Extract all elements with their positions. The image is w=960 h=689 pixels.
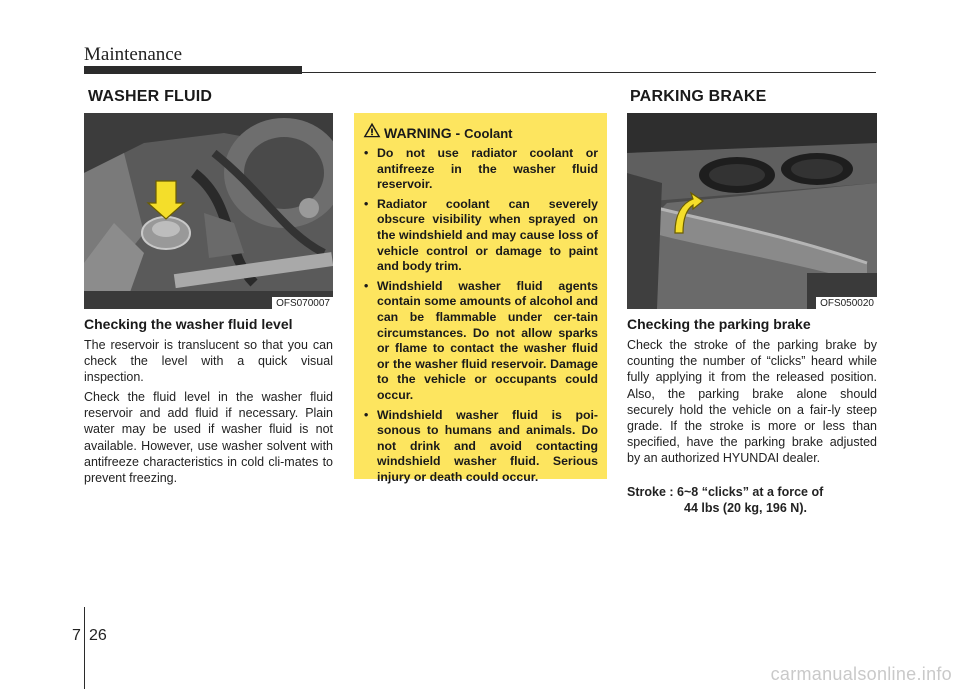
- parking-brake-photo: [627, 113, 877, 309]
- page-number: 26: [89, 627, 107, 644]
- warning-triangle-icon: [363, 122, 381, 143]
- warning-item-text: Windshield washer fluid is poi-sonous to humans and animals. Do not drink and avoid contacting windshield washer fluid. Serious injury or death could occur.: [377, 407, 598, 484]
- bullet: •: [364, 196, 369, 211]
- warning-title-main: WARNING -: [384, 125, 465, 141]
- parking-subheading: Checking the parking brake: [627, 316, 811, 332]
- washer-paragraph-2: Check the fluid level in the washer fluid reservoir and add fluid if necessary. Plain water may be used if washer fluid is not available. However, use washer solvent with antifreeze characteristics in cold cli-mates to prevent freezing.: [84, 390, 333, 486]
- bullet: •: [364, 278, 369, 293]
- warning-item: [364, 146, 598, 193]
- warning-list: [364, 146, 598, 489]
- washer-subheading: Checking the washer fluid level: [84, 316, 293, 332]
- stroke-spec-line-2: 44 lbs (20 kg, 196 N).: [684, 501, 807, 515]
- warning-item: [364, 279, 598, 404]
- header-rule: [84, 72, 876, 73]
- warning-title: [384, 125, 513, 141]
- warning-item: [364, 408, 598, 486]
- warning-item: [364, 197, 598, 275]
- watermark: carmanualsonline.info: [770, 664, 952, 684]
- warning-title-sub: Coolant: [464, 126, 513, 141]
- bullet: •: [364, 407, 369, 422]
- footer-divider: [84, 607, 85, 689]
- chapter-number: 7: [72, 627, 81, 644]
- stroke-spec-line-1: Stroke : 6~8 “clicks” at a force of: [627, 485, 824, 499]
- warning-item-text: Windshield washer fluid agents contain some amounts of alcohol and can be flammable under cer-tain circumstances. Do not allow sparks or flame to contact the washer fluid or the washer fluid reservoir. Damage to the vehicle or occupants could occur.: [377, 278, 598, 402]
- washer-paragraph-1: The reservoir is translucent so that you can check the level with a quick visual inspection.: [84, 338, 333, 385]
- parking-section-title: PARKING BRAKE: [630, 88, 767, 105]
- washer-section-title: WASHER FLUID: [88, 88, 213, 105]
- bullet: •: [364, 146, 369, 160]
- warning-item-text: Do not use radiator coolant or antifreeze in the washer fluid reservoir.: [377, 146, 598, 192]
- washer-photo-code: OFS070007: [272, 297, 333, 309]
- warning-item-text: Radiator coolant can severely obscure visibility when sprayed on the windshield and may cause loss of vehicle control or damage to paint and body trim.: [377, 196, 598, 274]
- warning-box: [354, 113, 607, 484]
- header-title: Maintenance: [84, 44, 183, 65]
- parking-paragraph: Check the stroke of the parking brake by counting the number of “clicks” heard while fully applying it from the released position. Also, the parking brake alone should securely hold the vehicle on a fair-ly steep grade. If the stroke is more or less than specified, have the parking brake adjusted by an authorized HYUNDAI dealer.: [627, 338, 877, 466]
- stroke-spec: [627, 484, 877, 516]
- parking-photo-code: OFS050020: [816, 297, 877, 309]
- washer-reservoir-photo: [84, 113, 333, 309]
